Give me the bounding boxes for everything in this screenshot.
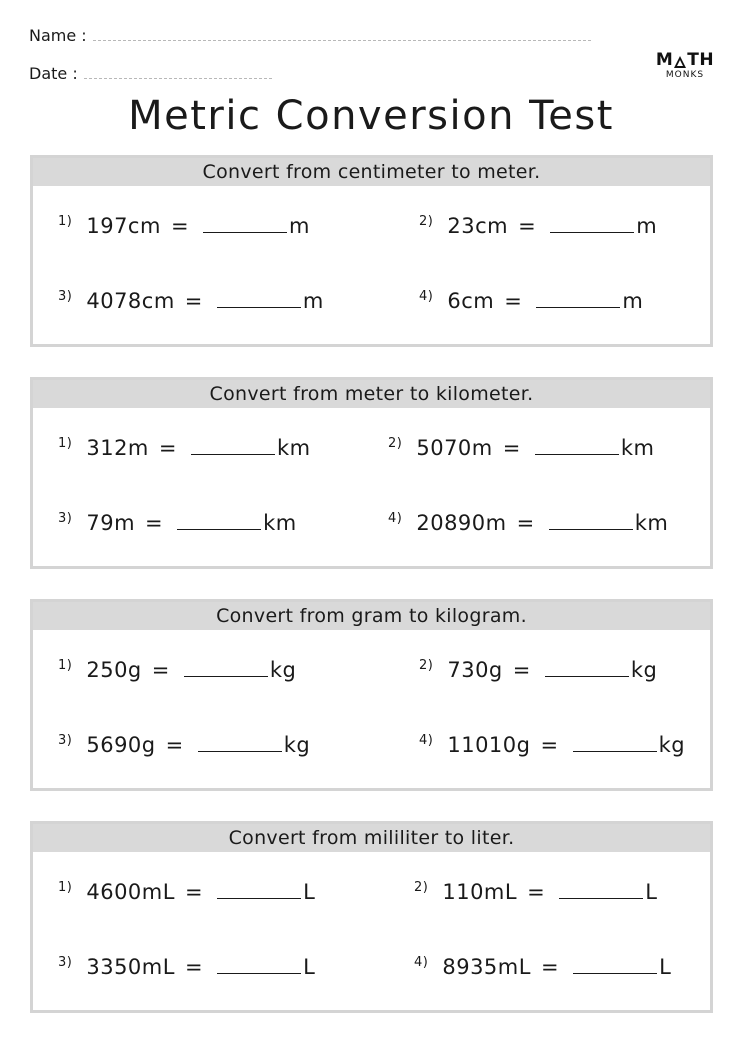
problem-unit: m: [636, 214, 658, 238]
equals-sign: =: [502, 436, 521, 460]
problem-unit: L: [659, 955, 672, 979]
problem: [58, 733, 310, 757]
problem: [419, 733, 685, 757]
math-monks-logo: [656, 50, 714, 80]
problem-unit: kg: [283, 733, 311, 757]
equals-sign: =: [158, 436, 177, 460]
problem-unit: m: [622, 289, 644, 313]
problem-number: 1): [58, 214, 73, 229]
answer-blank[interactable]: [545, 658, 629, 677]
answer-blank[interactable]: [573, 955, 657, 974]
problem: [58, 880, 315, 904]
answer-blank[interactable]: [177, 511, 261, 530]
problem: [388, 511, 668, 535]
name-line[interactable]: [93, 26, 591, 41]
section-heading: Convert from meter to kilometer.: [33, 380, 710, 408]
equals-sign: =: [512, 658, 531, 682]
problem-number: 4): [419, 733, 434, 748]
problem: [419, 289, 643, 313]
logo-text-left: M: [655, 50, 674, 70]
equals-sign: =: [504, 289, 523, 313]
problem-unit: m: [302, 289, 324, 313]
problem-number: 3): [58, 289, 73, 304]
problem-number: 4): [419, 289, 434, 304]
answer-blank[interactable]: [217, 880, 301, 899]
problem: [388, 436, 654, 460]
problem-value: 5070m: [416, 436, 493, 460]
problem: [58, 955, 315, 979]
problem: [58, 214, 310, 238]
problem-value: 8935mL: [442, 955, 531, 979]
answer-blank[interactable]: [535, 436, 619, 455]
section-ml-to-l: [30, 821, 713, 1013]
equals-sign: =: [540, 955, 560, 979]
problem: [419, 658, 657, 682]
date-label: Date :: [29, 64, 78, 83]
problem: [58, 658, 296, 682]
problem-number: 2): [388, 436, 403, 451]
equals-sign: =: [184, 289, 203, 313]
problem: [414, 880, 657, 904]
problem-value: 730g: [447, 658, 503, 682]
problem-unit: L: [645, 880, 658, 904]
problem-unit: km: [263, 511, 297, 535]
equals-sign: =: [145, 511, 164, 535]
section-heading: Convert from centimeter to meter.: [33, 158, 710, 186]
problem-number: 3): [58, 733, 73, 748]
equals-sign: =: [527, 880, 546, 904]
answer-blank[interactable]: [559, 880, 643, 899]
problem-unit: km: [620, 436, 655, 460]
equals-sign: =: [540, 733, 559, 757]
problem: [58, 511, 297, 535]
problem-unit: kg: [269, 658, 297, 682]
answer-blank[interactable]: [198, 733, 282, 752]
answer-blank[interactable]: [536, 289, 620, 308]
problem-value: 197cm: [86, 214, 161, 238]
problem-unit: km: [634, 511, 669, 535]
answer-blank[interactable]: [191, 436, 275, 455]
answer-blank[interactable]: [203, 214, 287, 233]
section-cm-to-m: [30, 155, 713, 347]
answer-blank[interactable]: [573, 733, 657, 752]
section-m-to-km: [30, 377, 713, 569]
section-heading: Convert from mililiter to liter.: [33, 824, 710, 852]
answer-blank[interactable]: [217, 289, 301, 308]
problem-number: 3): [58, 955, 73, 970]
problem-value: 3350mL: [86, 955, 175, 979]
problem-value: 4600mL: [86, 880, 175, 904]
page-title: Metric Conversion Test: [128, 93, 614, 139]
problem-unit: L: [303, 880, 316, 904]
problem: [414, 955, 671, 979]
problem-number: 4): [388, 511, 403, 526]
section-g-to-kg: [30, 599, 713, 791]
problem-value: 5690g: [86, 733, 156, 757]
problem-unit: L: [303, 955, 316, 979]
problem-number: 2): [419, 214, 434, 229]
problem-value: 312m: [86, 436, 149, 460]
problem: [58, 289, 324, 313]
problem: [419, 214, 657, 238]
problem-value: 79m: [86, 511, 136, 535]
name-label: Name :: [29, 26, 87, 45]
problem-value: 4078cm: [86, 289, 175, 313]
logo-text-right: TH: [687, 50, 715, 70]
problem-number: 1): [58, 658, 73, 673]
problem-number: 4): [414, 955, 429, 970]
equals-sign: =: [151, 658, 170, 682]
problem-unit: kg: [630, 658, 658, 682]
problem-value: 110mL: [442, 880, 518, 904]
equals-sign: =: [170, 214, 190, 238]
date-line[interactable]: [84, 64, 272, 79]
problem-unit: km: [277, 436, 311, 460]
problem-number: 3): [58, 511, 73, 526]
problem-value: 6cm: [447, 289, 495, 313]
equals-sign: =: [184, 880, 204, 904]
equals-sign: =: [518, 214, 537, 238]
logo-subtext: MONKS: [665, 70, 705, 80]
problem-value: 11010g: [447, 733, 531, 757]
problem-value: 23cm: [447, 214, 509, 238]
problem-number: 2): [419, 658, 434, 673]
problem-number: 1): [58, 880, 73, 895]
problem: [58, 436, 311, 460]
answer-blank[interactable]: [550, 214, 634, 233]
date-field[interactable]: [29, 64, 272, 83]
equals-sign: =: [184, 955, 204, 979]
answer-blank[interactable]: [549, 511, 633, 530]
logo-triangle-icon: [674, 56, 686, 68]
problem-value: 20890m: [416, 511, 507, 535]
section-heading: Convert from gram to kilogram.: [33, 602, 710, 630]
problem-number: 2): [414, 880, 429, 895]
equals-sign: =: [516, 511, 535, 535]
equals-sign: =: [165, 733, 184, 757]
problem-value: 250g: [86, 658, 142, 682]
answer-blank[interactable]: [184, 658, 268, 677]
answer-blank[interactable]: [217, 955, 301, 974]
problem-number: 1): [58, 436, 73, 451]
problem-unit: kg: [658, 733, 686, 757]
problem-unit: m: [289, 214, 311, 238]
name-field[interactable]: [29, 26, 591, 45]
